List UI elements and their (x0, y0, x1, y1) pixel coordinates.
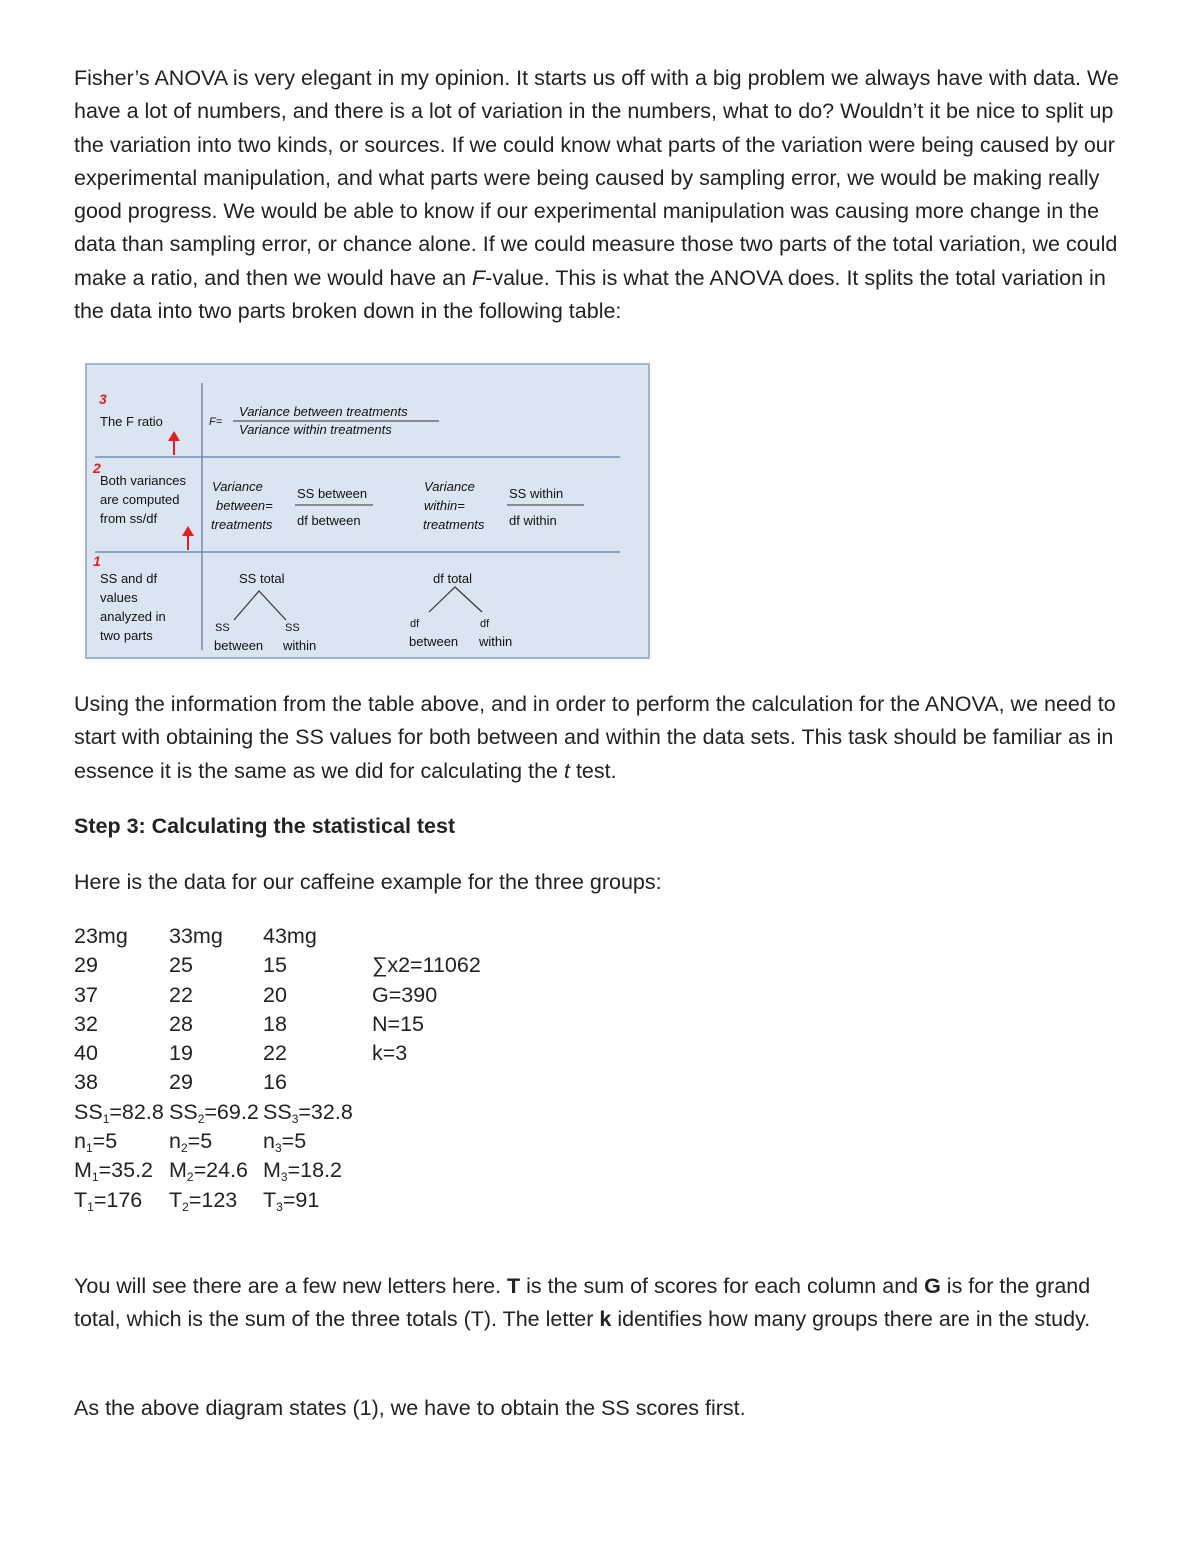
ss-within-label: SS within (509, 486, 564, 501)
m-value: =18.2 (287, 1158, 343, 1183)
para4-bold-t: T (507, 1274, 521, 1298)
subscript: 2 (197, 1111, 205, 1126)
para2-t-italic: t (563, 758, 570, 783)
para4-text-b: is the sum of scores for each column and (520, 1274, 925, 1298)
column-header: 43mg (263, 924, 317, 948)
step-2-label-3: from ss/df (100, 511, 158, 526)
df-total-label: df total (433, 571, 473, 586)
table-cell: ∑x2=11062 (372, 953, 481, 978)
table-cell: N=15 (372, 1011, 424, 1036)
table-cell: 37 (74, 982, 98, 1007)
variance-within-2: within= (424, 498, 465, 513)
f-denominator: Variance within treatments (239, 422, 392, 437)
n-value: =5 (187, 1129, 213, 1154)
n-value: =5 (281, 1129, 307, 1154)
m-value: =35.2 (98, 1158, 154, 1183)
subscript: 2 (186, 1170, 194, 1185)
ss-between-label: SS between (297, 486, 368, 501)
table-cell: 22 (263, 1041, 287, 1066)
subscript: 1 (85, 1141, 93, 1156)
table-cell: 20 (263, 982, 287, 1007)
step-3-label: The F ratio (100, 414, 163, 429)
df-left-label: df (410, 618, 420, 630)
para4-text-d: identifies how many groups there are in the study. (611, 1307, 1091, 1332)
subscript: 3 (276, 1199, 283, 1214)
step-2-label-1: Both variances (100, 473, 186, 488)
column-header: 33mg (169, 924, 223, 948)
ss-value: =82.8 (109, 1099, 164, 1124)
m-letter: M (169, 1158, 187, 1183)
step-1-label-3: analyzed in (100, 609, 166, 624)
table-cell: 32 (74, 1011, 98, 1036)
intro-text-2: -value. This is what the ANOVA does. It splits the total variation in the data into two parts broken down in the following table: (74, 265, 1106, 324)
df-between-label: df between (297, 513, 361, 528)
m-letter: M (74, 1158, 92, 1183)
table-cell: 38 (74, 1070, 98, 1095)
table-cell: 18 (263, 1011, 287, 1036)
df-between-word: between (409, 634, 459, 649)
para4-bold-g: G (924, 1274, 941, 1298)
f-equals: F= (209, 416, 223, 428)
para2-text-2: test. (569, 758, 617, 783)
table-cell: k=3 (372, 1041, 408, 1066)
table-cell: G=390 (372, 982, 438, 1007)
subscript: 3 (280, 1170, 288, 1185)
step-2-number: 2 (93, 460, 101, 476)
paragraph-4 (74, 1270, 1134, 1337)
ss-right-label: SS (285, 622, 300, 634)
ss-letter: SS (74, 1099, 103, 1124)
n-letter: n (263, 1129, 275, 1154)
subscript: 1 (102, 1111, 110, 1126)
t-1 (74, 1186, 142, 1222)
t-letter: T (263, 1187, 277, 1212)
ss-letter: SS (263, 1099, 292, 1124)
t-letter: T (169, 1187, 183, 1212)
variance-between-3: treatments (211, 517, 273, 532)
t-2 (169, 1186, 237, 1222)
table-cell: 22 (169, 982, 193, 1007)
paragraph-2 (74, 688, 1134, 788)
table-cell: 16 (263, 1070, 287, 1095)
n-letter: n (169, 1129, 181, 1154)
step-1-label-2: values (100, 590, 138, 605)
variance-between-2: between= (216, 498, 273, 513)
n-letter: n (74, 1129, 86, 1154)
table-cell: 15 (263, 953, 287, 978)
ss-letter: SS (169, 1099, 198, 1124)
paragraph-5: As the above diagram states (1), we have to obtain the SS scores first. (74, 1396, 746, 1420)
intro-paragraph (74, 62, 1134, 328)
table-cell: 25 (169, 953, 193, 978)
table-cell: 28 (169, 1011, 193, 1036)
step-3-heading: Step 3: Calculating the statistical test (74, 814, 456, 838)
df-right-label: df (480, 618, 490, 630)
subscript: 2 (182, 1199, 189, 1214)
subscript: 1 (87, 1199, 94, 1214)
df-within-word: within (479, 634, 513, 649)
t-value: =123 (188, 1187, 238, 1212)
variance-between-1: Variance (212, 479, 263, 494)
m-letter: M (263, 1158, 281, 1183)
step-1-label-1: SS and df (100, 571, 158, 586)
intro-f-italic: F (472, 265, 486, 290)
n-value: =5 (92, 1129, 118, 1154)
step-3-number: 3 (99, 391, 107, 407)
t-value: =91 (282, 1187, 320, 1212)
subscript: 3 (274, 1141, 282, 1156)
table-cell: 29 (169, 1070, 193, 1095)
step-1-label-4: two parts (100, 628, 153, 643)
t-letter: T (74, 1187, 88, 1212)
m-value: =24.6 (193, 1158, 249, 1183)
para4-text-a: You will see there are a few new letters here. (74, 1274, 508, 1298)
intro-text-1: Fisher’s ANOVA is very elegant in my opinion. It starts us off with a big problem we always have with data. We have a lot of numbers, and there is a lot of variation in the numbers, what to do? Wouldn’t it be nice to split up the variation into two kinds, or sources. If we could know what parts of the variation were being caused by our experimental manipulation, and what parts were being caused by sampling error, we would be making really good progress. We would be able to know if our experimental manipulation was causing more change in the data than sampling error, or chance alone. If we could measure those two parts of the total variation, we could make a ratio, and then we would have an (74, 66, 1119, 290)
t-value: =176 (93, 1187, 143, 1212)
table-cell: 29 (74, 953, 98, 978)
df-within-label: df within (509, 513, 557, 528)
t-3 (263, 1186, 319, 1222)
variance-within-1: Variance (424, 479, 475, 494)
ss-left-label: SS (215, 622, 230, 634)
subscript: 2 (180, 1141, 188, 1156)
para4-text-c: is for the grand total, which is the sum of the three totals (T). The letter (74, 1274, 1091, 1332)
ss-within-word: within (283, 638, 317, 653)
column-header: 23mg (74, 924, 128, 948)
ss-between-word: between (214, 638, 264, 653)
ss-value: =69.2 (204, 1099, 259, 1124)
anova-diagram (85, 363, 650, 659)
ss-total-label: SS total (239, 571, 285, 586)
ss-value: =32.8 (298, 1099, 353, 1124)
f-numerator: Variance between treatments (239, 404, 408, 419)
paragraph-3: Here is the data for our caffeine example for the three groups: (74, 870, 662, 894)
subscript: 3 (291, 1111, 299, 1126)
variance-within-3: treatments (423, 517, 485, 532)
table-cell: 40 (74, 1041, 98, 1066)
table-cell: 19 (169, 1041, 193, 1066)
step-2-label-2: are computed (100, 492, 180, 507)
para2-text-1: Using the information from the table above, and in order to perform the calculation for the ANOVA, we need to start with obtaining the SS values for both between and within the data sets. This task should be familiar as in essence it is the same as we did for calculating the (74, 692, 1116, 783)
subscript: 1 (91, 1170, 99, 1185)
step-1-number: 1 (93, 553, 101, 569)
para4-bold-k: k (599, 1307, 612, 1332)
